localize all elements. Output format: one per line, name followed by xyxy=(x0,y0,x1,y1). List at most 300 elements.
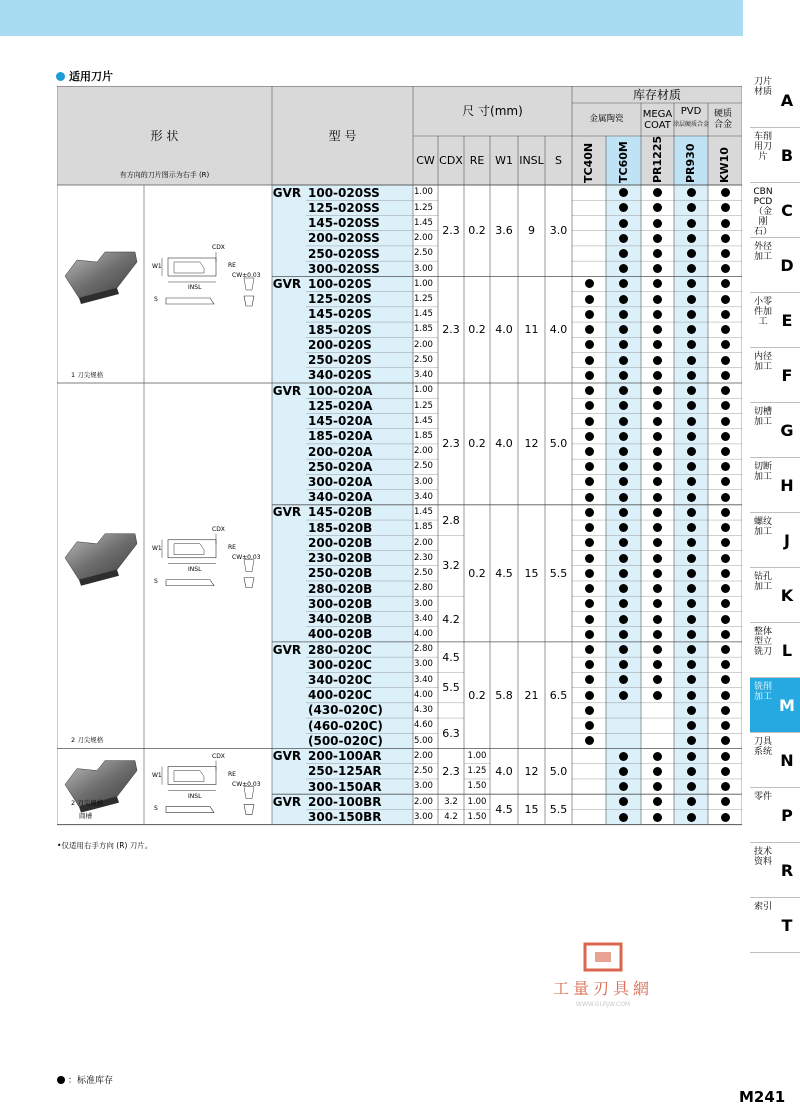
stock-bullet-icon xyxy=(721,295,730,304)
side-tab-label: 外径加工 xyxy=(753,242,772,262)
cw-value: 1.25 xyxy=(414,400,433,411)
model-number: 300-020SS xyxy=(308,261,380,276)
cw-value: 5.00 xyxy=(414,735,433,746)
cw-value: 3.00 xyxy=(414,781,433,792)
side-tab-label: 刀片材质 xyxy=(753,77,772,97)
stock-bullet-icon xyxy=(687,569,696,578)
side-tab-e[interactable] xyxy=(750,293,800,348)
side-tab-l[interactable] xyxy=(750,623,800,678)
groove-type-label: 圆槽 xyxy=(79,812,92,821)
diagram-insl-label: INSL xyxy=(188,792,202,800)
bullet-icon xyxy=(56,72,65,81)
stock-bullet-icon xyxy=(619,356,628,365)
pvd-sub-header: 涂层硬质合金 xyxy=(673,121,710,128)
side-tab-a[interactable] xyxy=(750,73,800,128)
stock-bullet-icon xyxy=(653,234,662,243)
cw-value: 2.50 xyxy=(414,766,433,777)
model-number: 300-020A xyxy=(308,474,373,489)
side-tab-d[interactable] xyxy=(750,238,800,293)
top-color-bar xyxy=(0,0,743,36)
cdx-value: 2.3 xyxy=(442,437,460,451)
cw-value: 3.40 xyxy=(414,370,433,381)
stock-bullet-icon xyxy=(619,219,628,228)
diagram-s-label: S xyxy=(154,295,158,303)
w1-value: 4.0 xyxy=(495,323,513,337)
cw-value: 2.50 xyxy=(414,568,433,579)
section-heading xyxy=(56,69,113,83)
cw-value: 1.45 xyxy=(414,415,433,426)
stock-bullet-icon xyxy=(585,584,594,593)
re-value: 1.00 xyxy=(467,796,487,807)
model-number: 200-020A xyxy=(308,444,373,459)
stock-bullet-icon xyxy=(687,234,696,243)
tip-spec-label: 2 刀尖规格 xyxy=(71,736,104,745)
diagram-cdx-label: CDX xyxy=(212,243,225,251)
stock-bullet-icon xyxy=(687,721,696,730)
footnote: •仅适用右手方向 (R) 刀片。 xyxy=(57,841,153,850)
stock-bullet-icon xyxy=(619,752,628,761)
w1-value: 4.5 xyxy=(495,566,513,580)
model-number: (430-020C) xyxy=(308,703,383,718)
watermark-url: WWW.GLRJW.COM xyxy=(575,1001,631,1008)
stock-bullet-icon xyxy=(687,736,696,745)
stock-bullet-icon xyxy=(653,249,662,258)
side-tab-p[interactable] xyxy=(750,788,800,843)
stock-bullet-icon xyxy=(721,432,730,441)
model-number: 250-020A xyxy=(308,459,373,474)
side-tab-label: 刀具系统 xyxy=(753,737,772,757)
model-number: 200-020B xyxy=(308,535,373,550)
cw-value: 2.50 xyxy=(414,248,433,259)
side-tab-t[interactable] xyxy=(750,898,800,953)
model-prefix: GVR xyxy=(272,794,302,809)
cw-value: 3.00 xyxy=(414,263,433,274)
grade-header-kw10: KW10 xyxy=(718,147,731,183)
stock-bullet-icon xyxy=(653,554,662,563)
re-value: 1.50 xyxy=(467,781,487,792)
diagram-cdx-label: CDX xyxy=(212,525,225,533)
w1-value: 4.5 xyxy=(495,802,513,816)
side-tab-letter: P xyxy=(781,806,793,825)
side-tab-h[interactable] xyxy=(750,458,800,513)
cw-value: 1.00 xyxy=(414,278,433,289)
side-tab-letter: E xyxy=(781,311,793,330)
standard-stock-bullet-icon xyxy=(57,1076,65,1084)
re-value: 0.2 xyxy=(468,323,486,337)
stock-bullet-icon xyxy=(585,615,594,624)
stock-bullet-icon xyxy=(653,493,662,502)
cw-value: 4.30 xyxy=(414,705,433,716)
side-tab-letter: M xyxy=(779,696,795,715)
model-number: 250-020SS xyxy=(308,246,380,261)
side-tab-label: 铣削加工 xyxy=(753,682,772,702)
stock-bullet-icon xyxy=(585,279,594,288)
stock-bullet-icon xyxy=(653,630,662,639)
s-value: 6.5 xyxy=(549,688,568,702)
stock-bullet-icon xyxy=(653,767,662,776)
stock-bullet-icon xyxy=(585,706,594,715)
cdx-value: 2.8 xyxy=(442,513,460,527)
stock-bullet-icon xyxy=(653,569,662,578)
re-header: RE xyxy=(469,154,485,167)
cw-value: 1.00 xyxy=(414,385,433,396)
stock-bullet-icon xyxy=(687,523,696,532)
stock-bullet-icon xyxy=(585,477,594,486)
re-value: 0.2 xyxy=(468,688,486,702)
model-prefix: GVR xyxy=(272,642,302,657)
stock-bullet-icon xyxy=(721,767,730,776)
s-value: 4.0 xyxy=(549,323,568,337)
stock-bullet-icon xyxy=(721,645,730,654)
stock-bullet-icon xyxy=(721,660,730,669)
stock-bullet-icon xyxy=(585,508,594,517)
w1-value: 5.8 xyxy=(495,688,513,702)
diagram-s-label: S xyxy=(154,577,158,585)
stock-bullet-icon xyxy=(721,264,730,273)
stock-bullet-icon xyxy=(585,736,594,745)
diagram-w1-label: W1 xyxy=(152,544,162,552)
side-tab-letter: C xyxy=(781,201,793,220)
grade-header-tc60m: TC60M xyxy=(616,141,630,183)
stock-bullet-icon xyxy=(619,295,628,304)
cw-value: 2.00 xyxy=(414,796,433,807)
diagram-insl-label: INSL xyxy=(188,565,202,573)
stock-bullet-icon xyxy=(721,417,730,426)
stock-bullet-icon xyxy=(619,691,628,700)
watermark-text: 工量刃具網 xyxy=(552,979,653,998)
model-number: 340-020B xyxy=(308,612,373,627)
s-value: 3.0 xyxy=(549,224,568,238)
model-number: 145-020S xyxy=(308,307,372,322)
cw-value: 1.25 xyxy=(414,293,433,304)
diagram-re-label: RE xyxy=(228,261,236,269)
s-value: 5.5 xyxy=(549,802,568,816)
side-tab-label: 小零件加工 xyxy=(753,297,772,327)
s-value: 5.5 xyxy=(549,566,568,580)
model-number: 400-020C xyxy=(308,688,372,703)
stock-bullet-icon xyxy=(687,797,696,806)
cermet-header: 金属陶瓷 xyxy=(589,114,624,125)
stock-bullet-icon xyxy=(653,508,662,517)
side-tab-letter: H xyxy=(780,476,794,495)
model-number: 185-020A xyxy=(308,429,373,444)
stock-bullet-icon xyxy=(687,813,696,822)
side-tab-label: 索引 xyxy=(753,902,772,912)
cw-value: 2.80 xyxy=(414,583,433,594)
insert-photo xyxy=(65,252,137,304)
side-tab-f[interactable] xyxy=(750,348,800,403)
legend xyxy=(57,1073,113,1086)
side-tab-label: 车削用刀片 xyxy=(753,132,772,162)
side-tab-k[interactable] xyxy=(750,568,800,623)
cdx-value: 2.3 xyxy=(442,764,460,778)
side-tab-m[interactable] xyxy=(750,678,800,733)
stock-bullet-icon xyxy=(687,356,696,365)
stock-bullet-icon xyxy=(585,447,594,456)
cdx-value: 3.2 xyxy=(444,796,458,807)
stock-bullet-icon xyxy=(721,797,730,806)
stock-bullet-icon xyxy=(585,523,594,532)
stock-bullet-icon xyxy=(721,554,730,563)
model-number: 280-020C xyxy=(308,642,372,657)
stock-bullet-icon xyxy=(687,219,696,228)
cw-value: 1.45 xyxy=(414,507,433,518)
model-prefix: GVR xyxy=(272,276,302,291)
stock-bullet-icon xyxy=(585,493,594,502)
stock-bullet-icon xyxy=(585,599,594,608)
cw-value: 3.40 xyxy=(414,613,433,624)
cw-value: 4.00 xyxy=(414,689,433,700)
stock-bullet-icon xyxy=(619,447,628,456)
cw-value: 1.85 xyxy=(414,522,433,533)
stock-bullet-icon xyxy=(585,569,594,578)
cw-value: 2.30 xyxy=(414,552,433,563)
stock-bullet-icon xyxy=(585,340,594,349)
model-number: 125-020SS xyxy=(308,200,380,215)
grade-header-pr1225: PR1225 xyxy=(650,135,664,183)
diagram-w1-label: W1 xyxy=(152,262,162,270)
stock-bullet-icon xyxy=(687,615,696,624)
stock-bullet-icon xyxy=(687,279,696,288)
model-number: 300-150BR xyxy=(308,810,382,825)
model-number: 145-020B xyxy=(308,505,373,520)
stock-bullet-icon xyxy=(585,462,594,471)
side-tab-letter: L xyxy=(781,641,793,660)
diagram-cw-label: CW±0.03 xyxy=(232,780,261,788)
model-number: 400-020B xyxy=(308,627,373,642)
insl-value: 12 xyxy=(524,764,539,778)
model-prefix: GVR xyxy=(272,383,302,398)
stock-bullet-icon xyxy=(721,752,730,761)
model-prefix: GVR xyxy=(272,185,302,200)
side-tab-n[interactable] xyxy=(750,733,800,788)
side-index-tabs xyxy=(750,73,800,953)
stock-bullet-icon xyxy=(687,554,696,563)
cw-value: 2.80 xyxy=(414,644,433,655)
side-tab-label: 零件 xyxy=(753,792,772,802)
watermark xyxy=(533,942,673,1012)
stock-bullet-icon xyxy=(687,203,696,212)
stock-bullet-icon xyxy=(721,234,730,243)
stock-bullet-icon xyxy=(619,310,628,319)
side-tab-letter: N xyxy=(780,751,794,770)
stock-bullet-icon xyxy=(585,356,594,365)
stock-bullet-icon xyxy=(585,630,594,639)
insl-value: 15 xyxy=(524,566,539,580)
dimension-header: 尺 寸(mm) xyxy=(462,104,523,118)
cw-value: 3.00 xyxy=(414,598,433,609)
stock-bullet-icon xyxy=(653,310,662,319)
model-number: 250-020S xyxy=(308,353,372,368)
stock-header: 库存材质 xyxy=(632,87,681,102)
stock-bullet-icon xyxy=(585,386,594,395)
cw-value: 3.40 xyxy=(414,491,433,502)
stock-bullet-icon xyxy=(721,523,730,532)
stock-bullet-icon xyxy=(721,249,730,258)
stock-bullet-icon xyxy=(721,721,730,730)
pvd-header: PVD xyxy=(680,105,702,117)
stock-bullet-icon xyxy=(585,691,594,700)
cw-value: 2.00 xyxy=(414,750,433,761)
stock-bullet-icon xyxy=(687,493,696,502)
cw-value: 2.00 xyxy=(414,537,433,548)
model-number: 125-020S xyxy=(308,292,372,307)
stock-bullet-icon xyxy=(721,310,730,319)
stock-bullet-icon xyxy=(619,234,628,243)
stock-bullet-icon xyxy=(653,295,662,304)
side-tab-letter: G xyxy=(780,421,794,440)
stock-bullet-icon xyxy=(653,356,662,365)
stock-bullet-icon xyxy=(653,417,662,426)
model-number: 250-020B xyxy=(308,566,373,581)
side-tab-letter: K xyxy=(780,586,794,605)
side-tab-letter: R xyxy=(780,861,794,880)
stock-bullet-icon xyxy=(653,752,662,761)
cw-value: 1.85 xyxy=(414,431,433,442)
cw-value: 2.50 xyxy=(414,461,433,472)
w1-header: W1 xyxy=(495,154,513,167)
cw-value: 2.00 xyxy=(414,233,433,244)
insl-value: 9 xyxy=(528,224,535,238)
side-tab-letter: A xyxy=(780,91,794,110)
section-title: 适用刀片 xyxy=(69,70,113,83)
stock-bullet-icon xyxy=(687,295,696,304)
s-value: 5.0 xyxy=(549,764,568,778)
stock-bullet-icon xyxy=(653,219,662,228)
stock-bullet-icon xyxy=(721,691,730,700)
stock-bullet-icon xyxy=(585,432,594,441)
re-value: 1.25 xyxy=(467,766,487,777)
watermark-logo-icon xyxy=(583,942,623,972)
cdx-value: 4.5 xyxy=(442,650,460,664)
stock-bullet-icon xyxy=(619,371,628,380)
model-number: 125-020A xyxy=(308,398,373,413)
model-number: 185-020S xyxy=(308,322,372,337)
stock-bullet-icon xyxy=(687,584,696,593)
side-tab-letter: T xyxy=(781,916,793,935)
side-tab-r[interactable] xyxy=(750,843,800,898)
stock-bullet-icon xyxy=(653,813,662,822)
stock-bullet-icon xyxy=(721,477,730,486)
stock-bullet-icon xyxy=(721,569,730,578)
side-tab-b[interactable] xyxy=(750,128,800,183)
insl-value: 11 xyxy=(524,323,539,337)
stock-bullet-icon xyxy=(687,508,696,517)
model-prefix: GVR xyxy=(272,505,302,520)
model-number: 300-150AR xyxy=(308,779,382,794)
cw-value: 3.40 xyxy=(414,674,433,685)
stock-bullet-icon xyxy=(721,584,730,593)
cw-value: 3.00 xyxy=(414,476,433,487)
insl-value: 12 xyxy=(524,437,539,451)
stock-bullet-icon xyxy=(619,249,628,258)
shape-note: 有方向的刀片图示为右手 (R) xyxy=(119,170,210,179)
legend-text: ：标准库存 xyxy=(68,1076,114,1086)
diagram-re-label: RE xyxy=(228,543,236,551)
stock-bullet-icon xyxy=(687,477,696,486)
stock-bullet-icon xyxy=(721,615,730,624)
side-tab-c[interactable] xyxy=(750,183,800,238)
re-value: 0.2 xyxy=(468,437,486,451)
stock-bullet-icon xyxy=(619,569,628,578)
stock-bullet-icon xyxy=(653,782,662,791)
cw-value: 1.25 xyxy=(414,202,433,213)
side-tab-letter: B xyxy=(780,146,794,165)
stock-bullet-icon xyxy=(721,736,730,745)
side-tab-label: 螺纹加工 xyxy=(753,517,772,537)
stock-bullet-icon xyxy=(687,310,696,319)
cw-value: 1.85 xyxy=(414,324,433,335)
tip-spec-label: 2 刀尖规格 xyxy=(71,799,104,808)
cdx-value: 2.3 xyxy=(442,323,460,337)
model-number: 145-020SS xyxy=(308,216,380,231)
cdx-value: 4.2 xyxy=(442,612,460,626)
stock-bullet-icon xyxy=(585,371,594,380)
insert-photo xyxy=(65,534,137,586)
grade-header-pr930: PR930 xyxy=(684,143,697,183)
model-number: 200-020SS xyxy=(308,231,380,246)
stock-bullet-icon xyxy=(619,417,628,426)
stock-bullet-icon xyxy=(721,538,730,547)
stock-bullet-icon xyxy=(585,325,594,334)
stock-bullet-icon xyxy=(619,508,628,517)
side-tab-label: 切断加工 xyxy=(753,462,772,482)
cw-value: 2.00 xyxy=(414,339,433,350)
model-number: 280-020B xyxy=(308,581,373,596)
stock-bullet-icon xyxy=(721,493,730,502)
cdx-value: 4.2 xyxy=(444,811,458,822)
stock-bullet-icon xyxy=(721,325,730,334)
cw-header: CW xyxy=(416,154,435,167)
stock-bullet-icon xyxy=(687,401,696,410)
model-number: 200-100BR xyxy=(308,794,382,809)
stock-bullet-icon xyxy=(721,675,730,684)
stock-bullet-icon xyxy=(585,417,594,426)
stock-bullet-icon xyxy=(687,188,696,197)
stock-bullet-icon xyxy=(585,538,594,547)
model-number: 340-020C xyxy=(308,672,372,687)
cw-value: 4.00 xyxy=(414,629,433,640)
re-value: 0.2 xyxy=(468,566,486,580)
stock-bullet-icon xyxy=(585,675,594,684)
stock-bullet-icon xyxy=(721,599,730,608)
cw-value: 1.45 xyxy=(414,217,433,228)
side-tab-g[interactable] xyxy=(750,403,800,458)
tip-spec-label: 1 刀尖规格 xyxy=(71,370,104,379)
w1-value: 4.0 xyxy=(495,437,513,451)
model-number: 300-020B xyxy=(308,596,373,611)
model-number: 340-020S xyxy=(308,368,372,383)
stock-bullet-icon xyxy=(721,279,730,288)
stock-bullet-icon xyxy=(619,615,628,624)
stock-bullet-icon xyxy=(585,401,594,410)
cw-value: 2.00 xyxy=(414,446,433,457)
stock-bullet-icon xyxy=(585,721,594,730)
stock-bullet-icon xyxy=(687,660,696,669)
stock-bullet-icon xyxy=(687,752,696,761)
side-tab-j[interactable] xyxy=(750,513,800,568)
s-header: S xyxy=(555,154,562,167)
side-tab-label: 钻孔加工 xyxy=(753,572,772,592)
stock-bullet-icon xyxy=(721,706,730,715)
model-number: 250-125AR xyxy=(308,764,382,779)
model-prefix: GVR xyxy=(272,749,302,764)
stock-bullet-icon xyxy=(721,356,730,365)
stock-bullet-icon xyxy=(721,813,730,822)
stock-bullet-icon xyxy=(585,310,594,319)
megacoat-header: MEGA COAT xyxy=(642,108,673,131)
stock-bullet-icon xyxy=(721,401,730,410)
